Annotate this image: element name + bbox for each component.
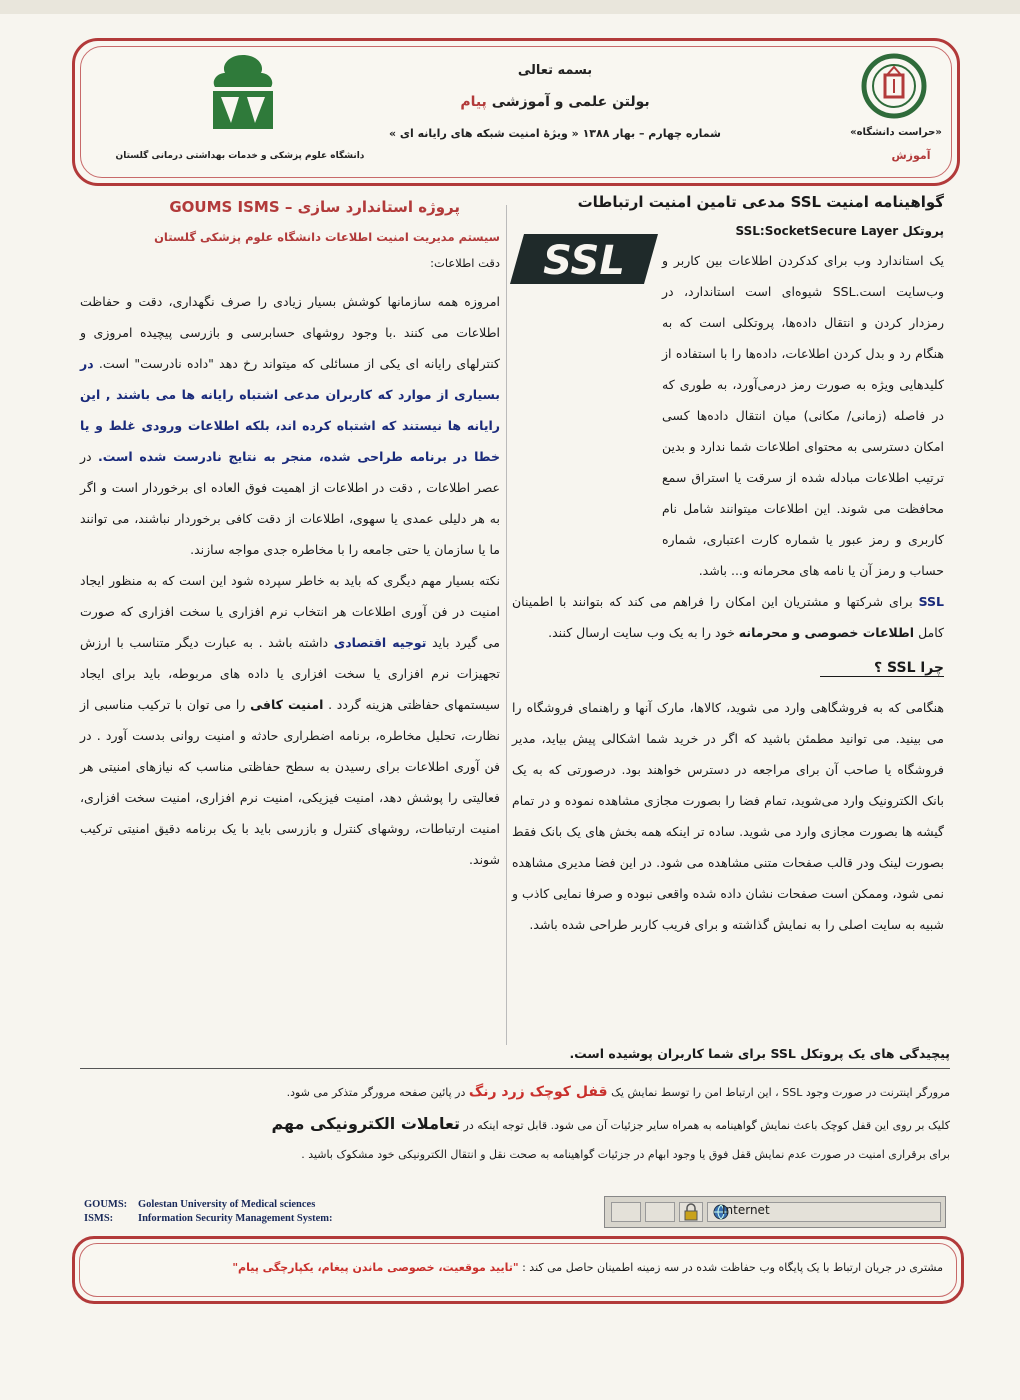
economic-text-c: را می توان با ترکیب مناسبی از نظارت، تحلیل مخاطره، برنامه اضطراری حادثه و امنیت روانی بدست آورد . در فن آوری اطلاعات برای رسیدن به سطح حفاظتی مناسب که نیازهای امنیتی هر فعالیتی را پوشش دهد، امنیت فیزیکی، امنیت نرم افزاری، امنیت سخت افزاری، امنیت ارتباطات، روشهای کنترل و بازرسی باید با یک برنامه دقیق امنیتی ترکیب شوند.: [80, 697, 500, 867]
status-cell: [645, 1202, 675, 1222]
ssl-benefits-bold: اطلاعات خصوصی و محرمانه: [738, 625, 915, 640]
suspicion-warning-line: برای برقراری امنیت در صورت عدم نمایش قفل فوق یا وجود ابهام در جزئیات گواهینامه به صحت نقل و انتقال الکترونیکی خود مشکوک باشید .: [301, 1148, 950, 1161]
herasat-label: «حراست دانشگاه»: [850, 127, 942, 138]
economic-paragraph: [80, 565, 500, 875]
page-top-edge: [0, 0, 1020, 14]
abbr-key-goums: GOUMS:: [84, 1199, 128, 1210]
project-article-subtitle: سیستم مدیریت امنیت اطلاعات دانشگاه علوم پزشکی گلستان: [154, 230, 500, 244]
issue-line: شماره چهارم – بهار ۱۳۸۸ « ویژهٔ امنیت شبکه های رایانه ای »: [389, 127, 721, 140]
lock-notice-text-b: در پائین صفحه مرورگر متذکر می شود.: [286, 1086, 466, 1099]
browser-status-bar-illustration: [604, 1196, 946, 1228]
project-article-title: پروژه استاندارد سازی – GOUMS ISMS: [169, 198, 460, 216]
university-name: دانشگاه علوم پزشکی و خدمات بهداشتی درمانی گلستان: [115, 151, 365, 161]
footer-quote: "تایید موقعیت، خصوصی ماندن پیغام، یکپارچگی پیام": [232, 1261, 519, 1274]
bulletin-title: [405, 94, 705, 110]
accuracy-text-a: امروزه همه سازمانها کوشش بسیار زیادی را صرف نگهداری، دقت و حفاظت اطلاعات می کنند .با وجود روشهای حسابرسی و بازرسی پیچیده امروزی و کنترلهای رایانه ای یکی از مسائلی که میتواند رخ دهد "داده نادرست" است.: [80, 294, 500, 371]
bulletin-title-main: بولتن علمی و آموزشی: [491, 94, 650, 110]
ssl-benefits-text-end: خود را به یک وب سایت ارسال کنند.: [548, 625, 735, 640]
accuracy-text-bold: در بسیاری از موارد که کاربران مدعی اشتباه رایانه ها می باشند , این رایانه ها نیستند که اشتباه کرده اند، بلکه اطلاعات ورودی غلط و یا خطا در برنامه طراحی شده، منجر به نتایج نادرست شده است.: [80, 356, 500, 464]
ssl-logo-text: SSL: [543, 238, 625, 284]
university-emblem-logo: [861, 53, 927, 119]
yellow-lock-highlight: قفل کوچک زرد رنگ: [468, 1084, 608, 1100]
status-cell: [611, 1202, 641, 1222]
header-box: [72, 38, 960, 186]
ssl-complexity-title: پیچیدگی های یک پروتکل SSL برای شما کاربران پوشیده است.: [569, 1046, 950, 1061]
ssl-paragraph-benefits: [512, 586, 944, 648]
ssl-article-body: [512, 245, 944, 648]
abbreviation-footnote: [84, 1198, 333, 1226]
economic-justification-bold: توجیه اقتصادی: [333, 635, 427, 650]
bulletin-title-accent: پیام: [460, 94, 487, 110]
abbr-value-goums: Golestan University of Medical sciences: [138, 1199, 316, 1210]
abbr-value-isms: Information Security Management System:: [138, 1213, 333, 1224]
herasat-logo: [203, 51, 283, 133]
internet-zone-label: Internet: [722, 1203, 770, 1217]
footer-text: مشتری در جریان ارتباط با یک پایگاه وب حفاظت شده در سه زمینه اطمینان حاصل می کند :: [522, 1261, 943, 1274]
project-article-body: [80, 286, 500, 875]
accuracy-paragraph: [80, 286, 500, 565]
ssl-benefits-text: برای شرکتها و مشتریان این امکان را فراهم می کند که بتوانند با اطمینان کامل: [512, 594, 944, 640]
accuracy-heading: دقت اطلاعات:: [430, 256, 500, 270]
section-rule: [80, 1068, 950, 1069]
certificate-click-line: [271, 1114, 950, 1133]
important-transactions-highlight: تعاملات الکترونیکی مهم: [271, 1114, 461, 1133]
lock-notice-line: [287, 1084, 950, 1100]
besm-heading: بسمه تعالی: [517, 63, 593, 78]
lock-notice-text-a: مرورگر اینترنت در صورت وجود SSL ، این ارتباط امن را توسط نمایش یک: [611, 1086, 950, 1099]
accuracy-text-c: در عصر اطلاعات , دقت در اطلاعات از اهمیت فوق العاده ای برخوردار است و اگر به هر دلیلی عمدی یا سهوی، اطلاعات از دقت کافی برخوردار نباشند، می توانند ما یا سازمان یا حتی جامعه را با مخاطره جدی مواجه سازند.: [80, 449, 500, 557]
amoozesh-label: آموزش: [891, 149, 931, 162]
why-ssl-paragraph: هنگامی که به فروشگاهی وارد می شوید، کالاها، مارک آنها و راهنمای فروشگاه را می بینید. می توانید مطمئن باشید که اگر در خرید شما اشکالی پیش بیاید، مدیر فروشگاه یا صاحب آن برای مراجعه در دسترس خواهند بود. درصورتی که به یک بانک الکترونیک وارد می‌شوید، تمام فضا را بصورت مجازی مشاهده نموده و در تمام گیشه ها بصورت مجازی وارد می شوید. ساده تر اینکه همه بخش های یک بانک فقط بصورت لینک ودر قالب صفحات متنی مشاهده می شود. در این فضا مدیری مشاهده نمی شود، وممکن است صفحات نشان داده شده واقعی نبوده و صرفا نمایی کاذب و شبیه به سایت اصلی را به نمایش گذاشته و برای فریب کاربر طراحی شده باشد.: [512, 700, 944, 932]
why-ssl-body: [512, 692, 944, 940]
status-cell-lock: [679, 1202, 703, 1222]
why-ssl-heading: چرا SSL ؟: [820, 660, 944, 677]
ssl-article-title: گواهینامه امنیت SSL مدعی تامین امنیت ارتباطات: [577, 193, 944, 211]
ssl-paragraph-intro: یک استاندارد وب برای کدکردن اطلاعات بین کاربر و وب‌سایت است.SSL شیوه‌ای است استاندارد، در رمزدار کردن و انتقال داده‌ها، پروتکلی است که به هنگام رد و بدل کردن اطلاعات، داده‌ها را با استفاده از کلیدهایی ویژه به صورت رمز درمی‌آورد، به طوری که در فاصله (زمانی/ مکانی) میان انتقال داده‌ها کسی امکان دسترسی به محتوای اطلاعات شما ندارد و بدین ترتیب اطلاعات مبادله شده از سرقت یا استراق سمع محافظت می شوند. این اطلاعات میتوانند شامل نام کاربری و رمز عبور یا شماره کارت اعتباری، شماره حساب و رمز آن یا نامه های محرمانه و... باشد.: [662, 253, 945, 578]
sufficient-security-bold: امنیت کافی: [250, 697, 324, 712]
economic-text-a: نکته بسیار مهم دیگری که باید به خاطر سپرده شود این است که به منظور ایجاد امنیت در فن آوری اطلاعات هر انتخاب نرم افزاری یا سخت افزاری که صورت می گیرد باید: [80, 573, 501, 650]
ssl-article-subtitle: پروتکل SSL:SocketSecure Layer: [735, 224, 944, 238]
abbr-key-isms: ISMS:: [84, 1213, 114, 1224]
lock-icon: [680, 1203, 702, 1221]
economic-text-b: داشته باشد . به عبارت دیگر متناسب با ارزش تجهیزات نرم افزاری یا سخت افزاری یا داده های مربوطه، باید برای ایجاد سیستمهای حفاظتی هزینه گردد .: [80, 635, 500, 712]
certificate-click-text: کلیک بر روی این قفل کوچک باعث نمایش گواهینامه به همراه سایر جزئیات آن می شود. قابل توجه اینکه در: [463, 1119, 950, 1132]
footer-box: [72, 1236, 964, 1304]
ssl-term: SSL: [918, 594, 944, 609]
column-divider: [506, 205, 507, 1045]
footer-statement: [232, 1261, 943, 1274]
ssl-complexity-section: [80, 1044, 950, 1180]
